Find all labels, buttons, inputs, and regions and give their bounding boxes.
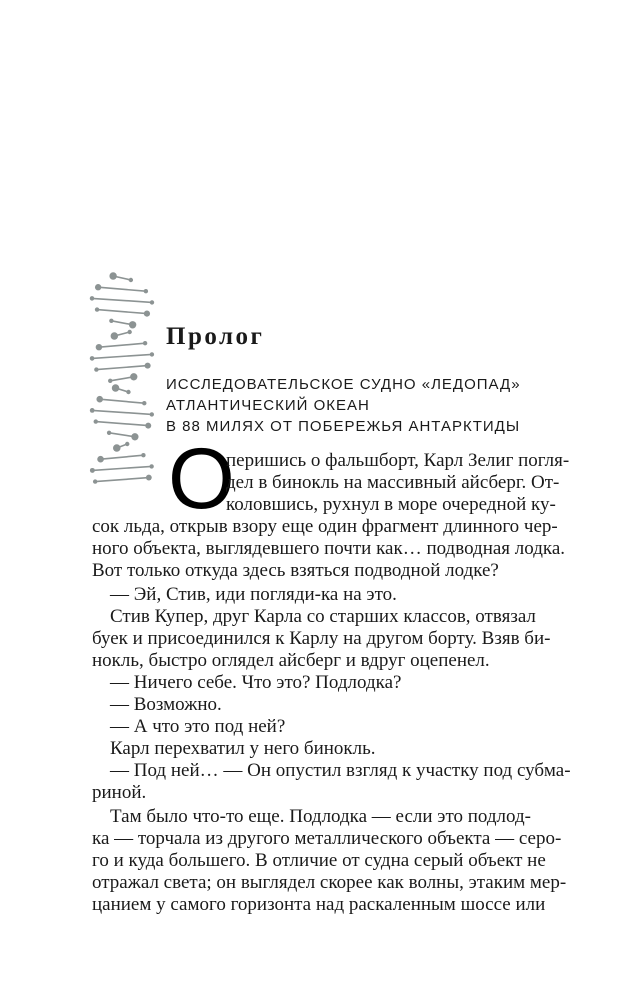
drop-cap: О	[168, 431, 235, 527]
body-line: буек и присоединился к Карлу на другом борту. Взяв би-	[92, 628, 551, 649]
body-line: Там было что-то еще. Подлодка — если это подлод-	[110, 806, 531, 827]
body-line: ка — торчала из другого металлического объекта — серо-	[92, 828, 562, 849]
body-line: — Возможно.	[110, 694, 222, 715]
body-line: цанием у самого горизонта над раскаленным шоссе или	[92, 894, 546, 915]
body-line: — Ничего себе. Что это? Подлодка?	[110, 672, 402, 693]
chapter-title: Пролог	[166, 323, 265, 350]
body-line: дел в бинокль на массивный айсберг. От-	[226, 472, 560, 493]
chapter-subtitle	[166, 374, 566, 437]
body-line: Стив Купер, друг Карла со старших классов, отвязал	[110, 606, 536, 627]
body-line: ного объекта, выглядевшего почти как… подводная лодка.	[92, 538, 566, 559]
body-line: сок льда, открыв взору еще один фрагмент длинного чер-	[92, 516, 558, 537]
body-line: нокль, быстро оглядел айсберг и вдруг оцепенел.	[92, 650, 490, 671]
body-line: — Под ней… — Он опустил взгляд к участку под субма-	[110, 760, 571, 781]
body-line: риной.	[92, 782, 147, 803]
dna-helix-icon	[74, 268, 170, 498]
body-line: го и куда большего. В отличие от судна серый объект не	[92, 850, 546, 871]
body-line: Карл перехватил у него бинокль.	[110, 738, 376, 759]
subtitle-line-ocean: АТЛАНТИЧЕСКИЙ ОКЕАН	[166, 397, 370, 414]
body-line: — А что это под ней?	[110, 716, 286, 737]
body-line: коловшись, рухнул в море очередной ку-	[226, 494, 556, 515]
body-line: — Эй, Стив, иди погляди-ка на это.	[110, 584, 397, 605]
subtitle-line-location: В 88 МИЛЯХ ОТ ПОБЕРЕЖЬЯ АНТАРКТИДЫ	[166, 418, 521, 435]
subtitle-line-vessel: ИССЛЕДОВАТЕЛЬСКОЕ СУДНО «ЛЕДОПАД»	[166, 376, 521, 393]
body-line: перишись о фальшборт, Карл Зелиг погля-	[226, 450, 570, 471]
body-line: отражал света; он выглядел скорее как волны, этаким мер-	[92, 872, 567, 893]
body-line: Вот только откуда здесь взяться подводной лодке?	[92, 560, 499, 581]
